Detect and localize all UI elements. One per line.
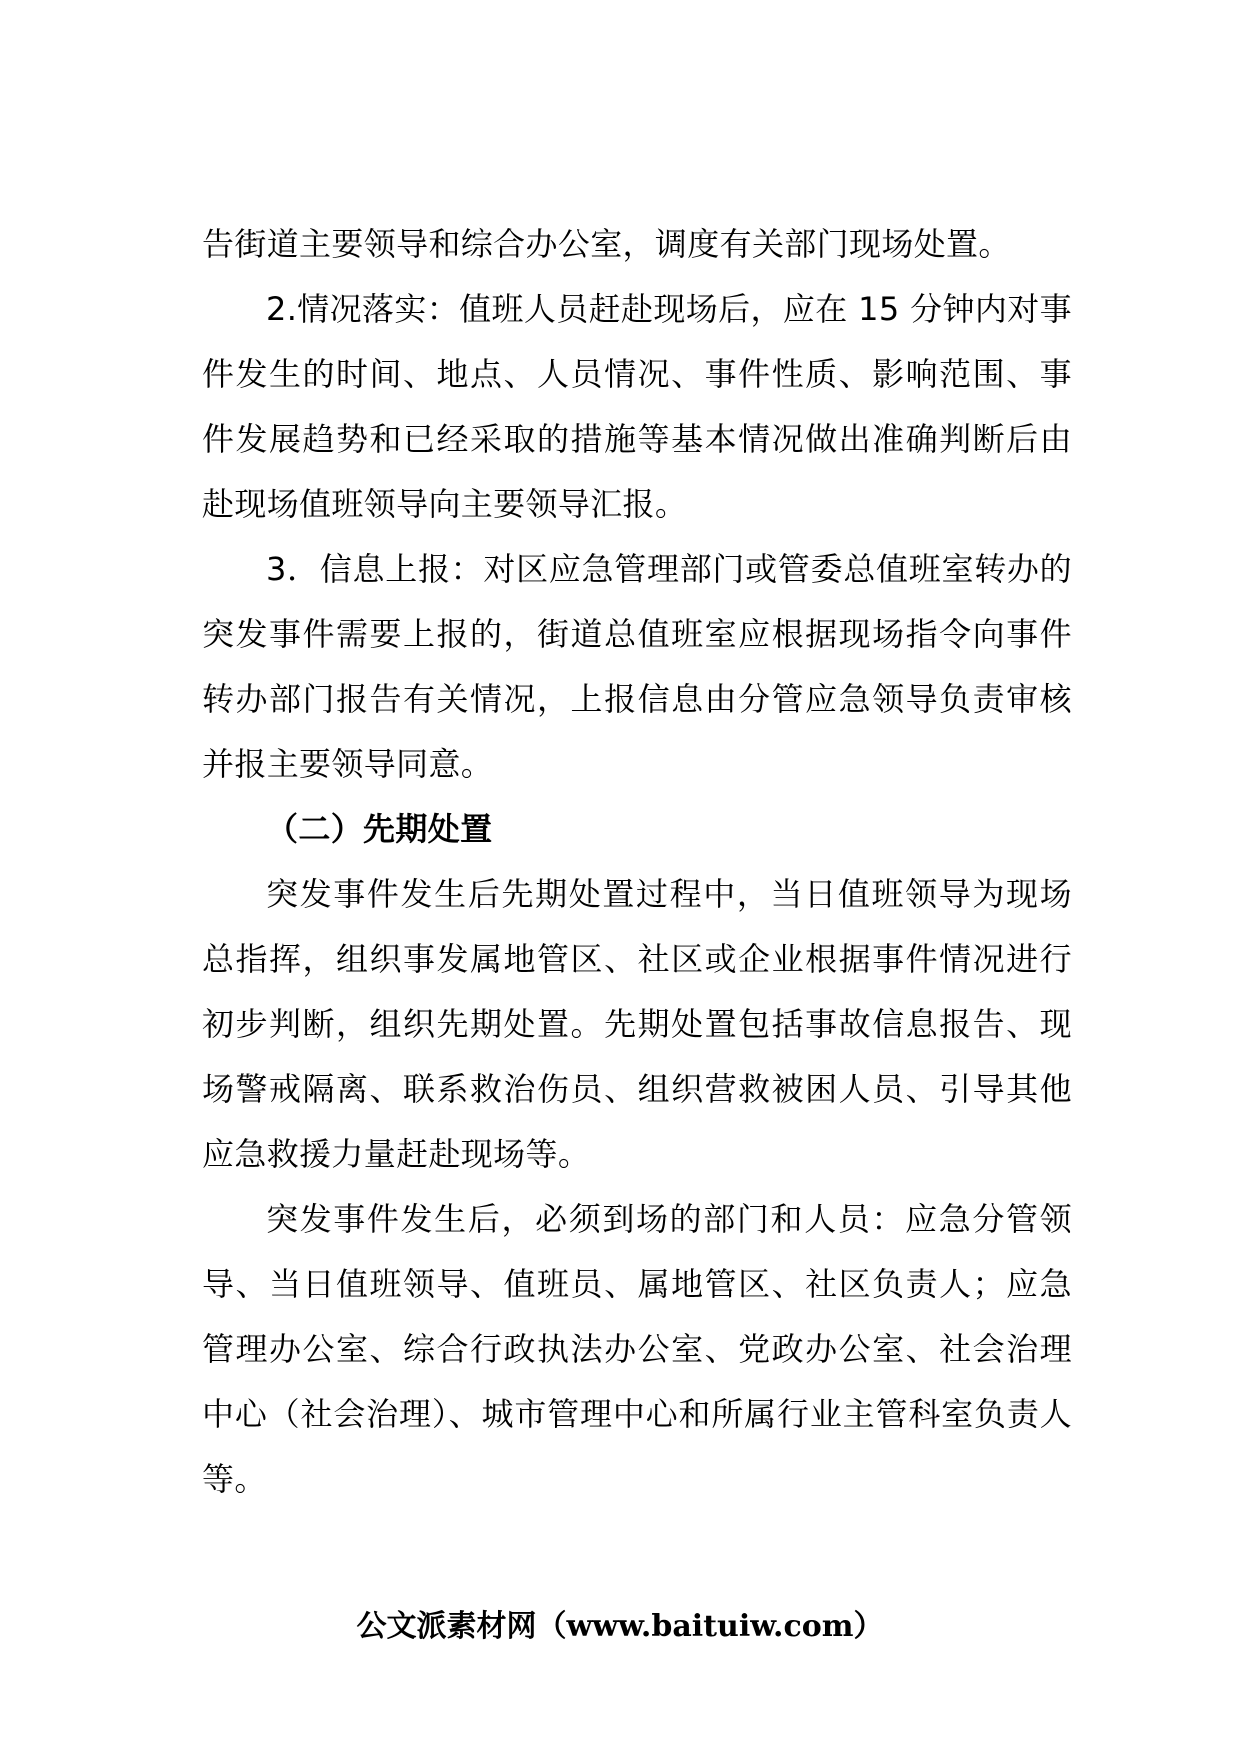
paragraph-continuation: 告街道主要领导和综合办公室，调度有关部门现场处置。 (202, 225, 1011, 263)
paragraph-information-reporting: 3．信息上报：对区应急管理部门或管委总值班室转办的突发事件需要上报的，街道总值班室应根据现场指令向事件转办部门报告有关情况，上报信息由分管应急领导负责审核并报主要领导同意。 (202, 550, 1072, 783)
paragraph-required-personnel: 突发事件发生后，必须到场的部门和人员：应急分管领导、当日值班领导、值班员、属地管区、社区负责人；应急管理办公室、综合行政执法办公室、党政办公室、社会治理中心（社会治理）、城市管理中心和所属行业主管科室负责人等。 (202, 1200, 1072, 1498)
footer-watermark-text: 公文派素材网（www.baituiw.com） (356, 1609, 884, 1644)
paragraph-initial-response: 突发事件发生后先期处置过程中，当日值班领导为现场总指挥，组织事发属地管区、社区或企业根据事件情况进行初步判断，组织先期处置。先期处置包括事故信息报告、现场警戒隔离、联系救治伤员、组织营救被困人员、引导其他应急救援力量赶赴现场等。 (202, 875, 1072, 1173)
paragraph-situation-verification: 2.情况落实：值班人员赶赴现场后，应在 15 分钟内对事件发生的时间、地点、人员情况、事件性质、影响范围、事件发展趋势和已经采取的措施等基本情况做出准确判断后由赴现场值班领导向主要领导汇报。 (202, 290, 1072, 523)
document-body (202, 212, 1072, 1512)
section-heading-initial-response: （二）先期处置 (266, 810, 493, 848)
